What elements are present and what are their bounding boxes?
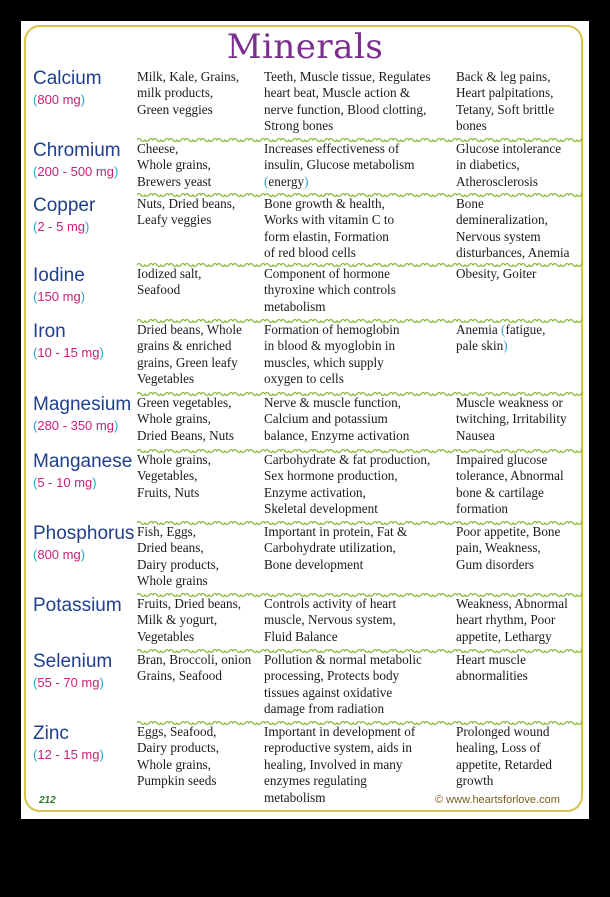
text-line: Sex hormone production, <box>264 468 398 484</box>
text-line: Whole grains, <box>137 756 211 772</box>
mineral-name: Zinc <box>33 723 69 744</box>
dose-value: 150 mg <box>37 289 81 304</box>
text-line: pain, Weakness, <box>456 540 541 556</box>
text-line: grains & enriched <box>137 338 232 354</box>
text-line: muscles, which supply <box>264 354 384 370</box>
text-line: healing, Involved in many <box>264 756 403 772</box>
text-line: Bone growth & health, <box>264 196 385 211</box>
text-line: Iodized salt, <box>137 266 202 281</box>
text-line: Milk & yogurt, <box>137 612 218 628</box>
text-line: Milk, Kale, Grains, <box>137 69 240 84</box>
text-line: bone & cartilage <box>456 484 544 500</box>
text-line: Anemia (fatigue, <box>456 322 546 337</box>
vine-divider <box>137 137 583 143</box>
text-line: of red blood cells <box>264 245 356 261</box>
text-line: Gum disorders <box>456 556 535 572</box>
text-line: milk products, <box>137 85 214 101</box>
text-line: Muscle weakness or <box>456 395 563 410</box>
vine-divider <box>137 592 583 598</box>
text-line: Weakness, Abnormal <box>456 596 568 611</box>
mineral-name: Iron <box>33 321 66 342</box>
minerals-chart <box>21 21 589 819</box>
dose-value: 55 - 70 mg <box>37 675 100 690</box>
text-line: Cheese, <box>137 141 179 156</box>
dose-value: 12 - 15 mg <box>37 747 100 762</box>
text-line: Strong bones <box>264 118 334 134</box>
text-line: Dairy products, <box>137 740 220 756</box>
text-line: Enzyme activation, <box>264 484 366 500</box>
text-line: Obesity, Goiter <box>456 266 537 281</box>
food-sources-cell <box>137 69 261 118</box>
text-line: healing, Loss of <box>456 740 541 756</box>
daily-dose: (150 mg) <box>33 289 86 304</box>
deficiency-symptoms-cell <box>456 596 584 645</box>
dose-value: 5 - 10 mg <box>37 475 93 490</box>
text-line: damage from radiation <box>264 701 385 717</box>
text-line: Formation of hemoglobin <box>264 322 400 337</box>
text-line: Carbohydrate & fat production, <box>264 452 431 467</box>
text-line: appetite, Lethargy <box>456 628 552 644</box>
text-line: Fish, Eggs, <box>137 524 196 539</box>
food-sources-cell <box>137 266 261 299</box>
text-line: twitching, Irritability <box>456 411 567 427</box>
text-line: Heart muscle <box>456 652 526 667</box>
text-line: Seafood <box>137 282 181 298</box>
text-line: disturbances, Anemia <box>456 245 570 261</box>
functions-cell <box>264 652 454 718</box>
page-title: Minerals <box>226 27 384 67</box>
text-line: bones <box>456 118 487 134</box>
daily-dose: (200 - 500 mg) <box>33 164 119 179</box>
text-line: Atherosclerosis <box>456 173 539 189</box>
food-sources-cell <box>137 141 261 190</box>
text-line: Whole grains, <box>137 452 211 467</box>
text-line: Fluid Balance <box>264 628 338 644</box>
text-line: Bone development <box>264 556 364 572</box>
functions-cell <box>264 395 454 444</box>
daily-dose: (10 - 15 mg) <box>33 345 104 360</box>
deficiency-symptoms-cell <box>456 395 584 444</box>
text-line: Back & leg pains, <box>456 69 551 84</box>
text-line: Works with vitamin C to <box>264 212 395 228</box>
text-line: Brewers yeast <box>137 173 212 189</box>
text-line: Eggs, Seafood, <box>137 724 217 739</box>
mineral-name: Potassium <box>33 595 122 616</box>
functions-cell <box>264 69 454 135</box>
text-line: muscle, Nervous system, <box>264 612 396 628</box>
text-line: metabolism <box>264 298 326 314</box>
deficiency-symptoms-cell <box>456 724 584 790</box>
text-line: Teeth, Muscle tissue, Regulates <box>264 69 431 84</box>
text-line: processing, Protects body <box>264 668 400 684</box>
text-line: Grains, Seafood <box>137 668 222 684</box>
deficiency-symptoms-cell <box>456 452 584 518</box>
functions-cell <box>264 596 454 645</box>
vine-divider <box>137 648 583 654</box>
daily-dose: (2 - 5 mg) <box>33 219 90 234</box>
mineral-name: Iodine <box>33 265 85 286</box>
vine-divider <box>137 262 583 268</box>
vine-divider <box>137 520 583 526</box>
text-line: heart rhythm, Poor <box>456 612 556 628</box>
deficiency-symptoms-cell <box>456 266 584 282</box>
functions-cell <box>264 196 454 262</box>
text-line: Dried Beans, Nuts <box>137 427 235 443</box>
text-line: Whole grains, <box>137 411 211 427</box>
functions-cell <box>264 266 454 315</box>
text-line: Green vegetables, <box>137 395 232 410</box>
food-sources-cell <box>137 652 261 685</box>
deficiency-symptoms-cell <box>456 196 584 262</box>
text-line: growth <box>456 773 494 789</box>
text-line: Dried beans, Whole <box>137 322 242 337</box>
dose-value: 200 - 500 mg <box>37 164 114 179</box>
text-line: Dairy products, <box>137 556 220 572</box>
dose-value: 800 mg <box>37 92 81 107</box>
text-line: Important in development of <box>264 724 416 739</box>
daily-dose: (800 mg) <box>33 92 86 107</box>
food-sources-cell <box>137 395 261 444</box>
vine-divider <box>137 318 583 324</box>
text-line: grains, Green leafy <box>137 354 238 370</box>
text-line: Whole grains, <box>137 157 211 173</box>
text-line: in blood & myoglobin in <box>264 338 396 354</box>
text-line: Heart palpitations, <box>456 85 554 101</box>
food-sources-cell <box>137 524 261 590</box>
text-line: Nuts, Dried beans, <box>137 196 236 211</box>
food-sources-cell <box>137 596 261 645</box>
text-line: Skeletal development <box>264 501 378 517</box>
text-line: Vegetables <box>137 628 195 644</box>
text-line: balance, Enzyme activation <box>264 427 410 443</box>
text-line: metabolism <box>264 789 326 805</box>
text-line: heart beat, Muscle action & <box>264 85 411 101</box>
deficiency-symptoms-cell <box>456 524 584 573</box>
text-line: Fruits, Nuts <box>137 484 200 500</box>
text-line: oxygen to cells <box>264 371 344 387</box>
daily-dose: (800 mg) <box>33 547 86 562</box>
text-line: Leafy veggies <box>137 212 212 228</box>
mineral-name: Selenium <box>33 651 113 672</box>
text-line: Fruits, Dried beans, <box>137 596 242 611</box>
deficiency-symptoms-cell <box>456 141 584 190</box>
text-line: enzymes regulating <box>264 773 367 789</box>
mineral-name: Manganese <box>33 451 133 472</box>
text-line: appetite, Retarded <box>456 756 552 772</box>
text-line: Nerve & muscle function, <box>264 395 401 410</box>
dose-value: 2 - 5 mg <box>37 219 86 234</box>
text-line: Nervous system <box>456 228 541 244</box>
text-line: in diabetics, <box>456 157 520 173</box>
website-credit: © www.heartsforlove.com <box>435 794 560 806</box>
mineral-name: Calcium <box>33 68 102 89</box>
text-line: Poor appetite, Bone <box>456 524 561 539</box>
dose-value: 280 - 350 mg <box>37 418 114 433</box>
mineral-name: Magnesium <box>33 394 132 415</box>
text-line: Bran, Broccoli, onion <box>137 652 252 667</box>
vine-divider <box>137 720 583 726</box>
text-line: Green veggies <box>137 101 213 117</box>
dose-value: 800 mg <box>37 547 81 562</box>
vine-divider <box>137 192 583 198</box>
functions-cell <box>264 524 454 573</box>
mineral-name: Chromium <box>33 140 121 161</box>
text-line: Pollution & normal metabolic <box>264 652 422 667</box>
daily-dose: (5 - 10 mg) <box>33 475 97 490</box>
text-line: Dried beans, <box>137 540 204 556</box>
text-line: Component of hormone <box>264 266 390 281</box>
text-line: Important in protein, Fat & <box>264 524 408 539</box>
text-line: Glucose intolerance <box>456 141 562 156</box>
text-line: tissues against oxidative <box>264 684 393 700</box>
mineral-name: Copper <box>33 195 96 216</box>
dose-value: 10 - 15 mg <box>37 345 100 360</box>
food-sources-cell <box>137 724 261 790</box>
functions-cell <box>264 452 454 518</box>
text-line: formation <box>456 501 509 517</box>
text-line: abnormalities <box>456 668 528 684</box>
text-line: Tetany, Soft brittle <box>456 101 555 117</box>
text-line: nerve function, Blood clotting, <box>264 101 427 117</box>
text-line: Prolonged wound <box>456 724 550 739</box>
text-line: form elastin, Formation <box>264 228 389 244</box>
deficiency-symptoms-cell <box>456 652 584 685</box>
vine-divider <box>137 391 583 397</box>
functions-cell <box>264 141 454 190</box>
text-line: reproductive system, aids in <box>264 740 412 756</box>
text-line: Pumpkin seeds <box>137 773 217 789</box>
text-line: Vegetables, <box>137 468 198 484</box>
text-line: thyroxine which controls <box>264 282 396 298</box>
text-line: pale skin) <box>456 338 508 354</box>
text-line: Carbohydrate utilization, <box>264 540 396 556</box>
text-line: (energy) <box>264 173 309 189</box>
daily-dose: (12 - 15 mg) <box>33 747 104 762</box>
text-line: Impaired glucose <box>456 452 548 467</box>
text-line: Controls activity of heart <box>264 596 397 611</box>
functions-cell <box>264 724 454 806</box>
food-sources-cell <box>137 322 261 388</box>
daily-dose: (280 - 350 mg) <box>33 418 119 433</box>
functions-cell <box>264 322 454 388</box>
text-line: Vegetables <box>137 371 195 387</box>
text-line: Whole grains <box>137 573 208 589</box>
text-line: Bone <box>456 196 484 211</box>
food-sources-cell <box>137 196 261 229</box>
food-sources-cell <box>137 452 261 501</box>
text-line: demineralization, <box>456 212 548 228</box>
daily-dose: (55 - 70 mg) <box>33 675 104 690</box>
text-line: Nausea <box>456 427 495 443</box>
deficiency-symptoms-cell <box>456 69 584 135</box>
text-line: Increases effectiveness of <box>264 141 400 156</box>
text-line: tolerance, Abnormal <box>456 468 564 484</box>
text-line: insulin, Glucose metabolism <box>264 157 415 173</box>
page-number: 212 <box>39 795 56 806</box>
deficiency-symptoms-cell <box>456 322 584 355</box>
text-line: Calcium and potassium <box>264 411 388 427</box>
vine-divider <box>137 448 583 454</box>
mineral-name: Phosphorus <box>33 523 135 544</box>
